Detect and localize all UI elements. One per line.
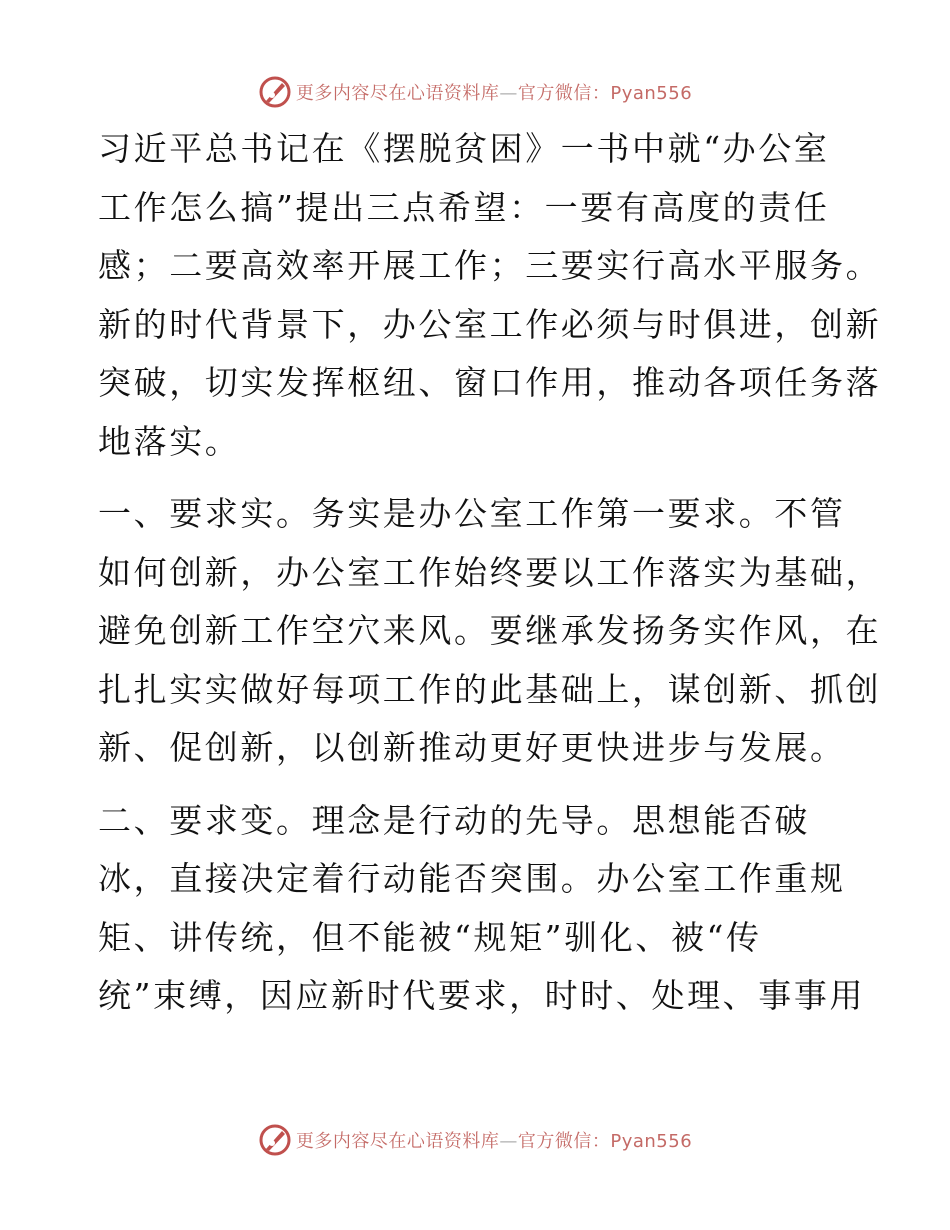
text-line: 工作怎么搞”提出三点希望：一要有高度的责任	[98, 187, 830, 227]
text-line: 二、要求变。理念是行动的先导。思想能否破	[98, 800, 810, 840]
text-line: 一、要求实。务实是办公室工作第一要求。不管	[98, 494, 846, 533]
text-line: 矩、讲传统，但不能被“规矩”驯化、被“传	[98, 917, 762, 957]
text-line: 感；二要高效率开展工作；三要实行高水平服务。	[98, 246, 882, 285]
header-banner-text: 更多内容尽在心语资料库—官方微信：Pyan556	[295, 83, 693, 104]
text-line: 突破，切实发挥枢纽、窗口作用，推动各项任务落	[98, 363, 882, 402]
paragraph-1	[98, 120, 882, 471]
text-line: 扎扎实实做好每项工作的此基础上，谋创新、抓创	[98, 669, 882, 709]
quill-logo-icon	[258, 1123, 292, 1157]
paragraph-3	[98, 792, 866, 1026]
text-line: 地落实。	[98, 421, 241, 461]
footer-banner	[0, 1120, 950, 1160]
text-line: 避免创新工作空穴来风。要继承发扬务实作风，在	[98, 611, 882, 650]
text-line: 如何创新，办公室工作始终要以工作落实为基础，	[98, 552, 882, 592]
text-line: 冰，直接决定着行动能否突围。办公室工作重规	[98, 859, 846, 898]
text-line: 习近平总书记在《摆脱贫困》一书中就“办公室	[98, 129, 830, 168]
document-body	[98, 120, 882, 1026]
paragraph-2	[98, 485, 882, 778]
header-banner	[0, 72, 950, 112]
quill-logo-icon	[258, 75, 292, 109]
text-line: 新、促创新，以创新推动更好更快进步与发展。	[98, 728, 846, 767]
text-line: 统”束缚，因应新时代要求，时时、处理、事事用	[98, 976, 866, 1015]
footer-banner-text: 更多内容尽在心语资料库—官方微信：Pyan556	[295, 1131, 693, 1152]
text-line: 新的时代背景下，办公室工作必须与时俱进，创新	[98, 304, 882, 344]
